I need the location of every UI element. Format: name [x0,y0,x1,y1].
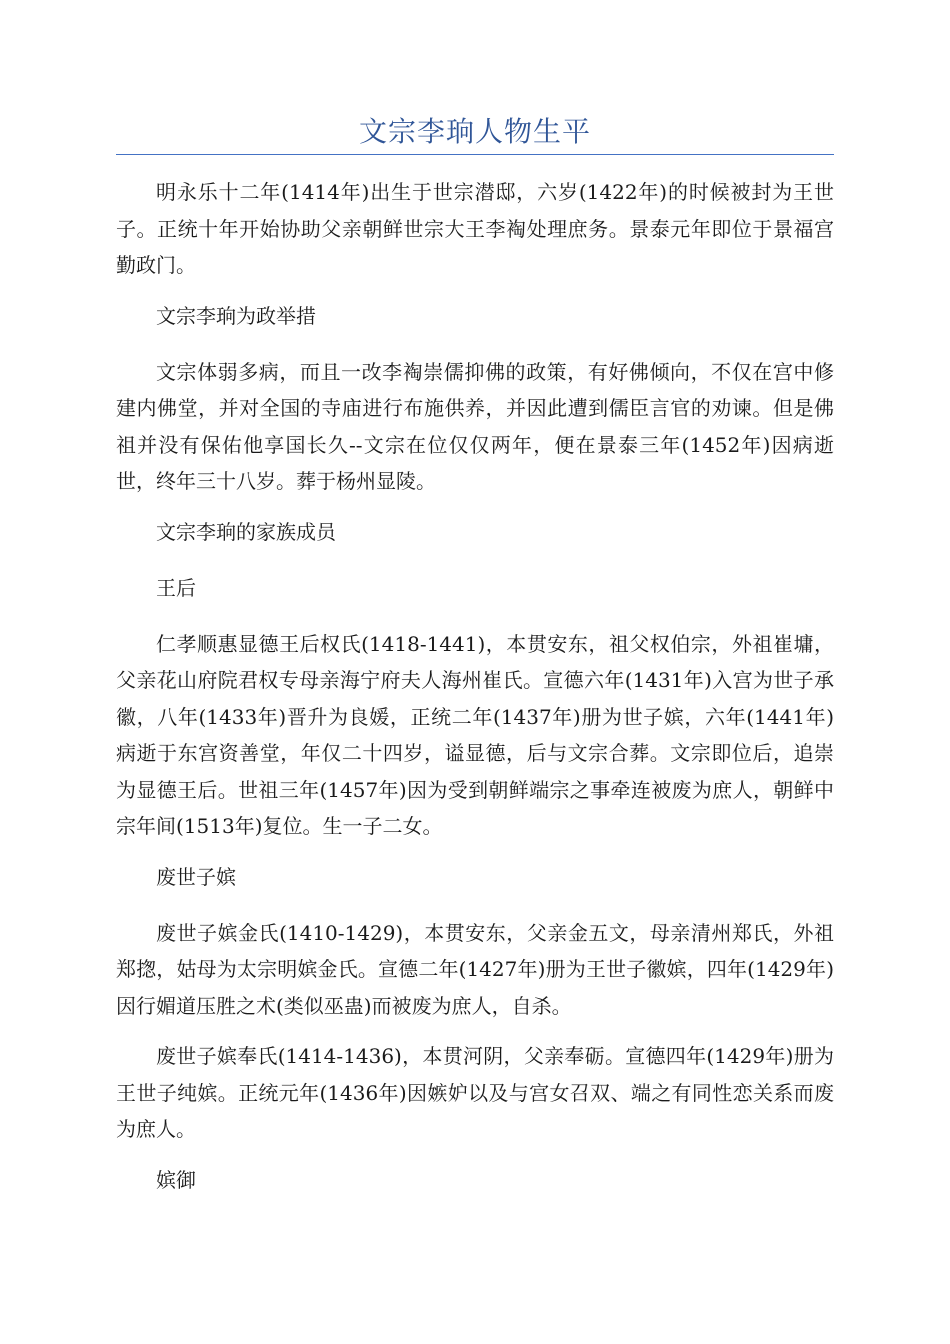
paragraph-policy: 文宗体弱多病，而且一改李裪崇儒抑佛的政策，有好佛倾向，不仅在宫中修建内佛堂，并对全国的寺庙进行布施供养，并因此遭到儒臣言官的劝谏。但是佛祖并没有保佑他享国长久--文宗在位仅仅两年，便在景泰三年(1452年)因病逝世，终年三十八岁。葬于杨州显陵。 [116,359,834,493]
section-heading-family: 文宗李珦的家族成员 [156,519,336,544]
paragraph-consort-kim: 废世子嫔金氏(1410-1429)，本贯安东，父亲金五文，母亲清州郑氏，外祖郑揔，姑母为太宗明嫔金氏。宣德二年(1427年)册为王世子徽嫔，四年(1429年)因行媚道压胜之术(类似巫蛊)而被废为庶人，自杀。 [116,920,834,1018]
document-body [116,174,834,1218]
paragraph-birth: 明永乐十二年(1414年)出生于世宗潜邸，六岁(1422年)的时候被封为王世子。正统十年开始协助父亲朝鲜世宗大王李裪处理庶务。景泰元年即位于景福宫勤政门。 [116,180,834,277]
section-heading-policy: 文宗李珦为政举措 [156,303,316,328]
section-heading-deposed-consort: 废世子嫔 [156,864,236,889]
paragraph-queen: 仁孝顺惠显德王后权氏(1418-1441)，本贯安东，祖父权伯宗，外祖崔墉，父亲花山府院君权专母亲海宁府夫人海州崔氏。宣德六年(1431年)入宫为世子承徽，八年(1433年)晋升为良媛，正统二年(1437年)册为世子嫔，六年(1441年)病逝于东宫资善堂，年仅二十四岁，谥显德，后与文宗合葬。文宗即位后，追崇为显德王后。世祖三年(1457年)因为受到朝鲜端宗之事牵连被废为庶人，朝鲜中宗年间(1513年)复位。生一子二女。 [116,631,834,838]
paragraph-consort-bong: 废世子嫔奉氏(1414-1436)，本贯河阴，父亲奉砺。宣德四年(1429年)册为王世子纯嫔。正统元年(1436年)因嫉妒以及与宫女召双、端之有同性恋关系而废为庶人。 [116,1044,834,1141]
document-title: 文宗李珦人物生平 [358,115,591,148]
section-heading-queen: 王后 [156,575,196,600]
section-heading-concubines: 嫔御 [156,1167,196,1192]
title-underline [116,154,834,155]
